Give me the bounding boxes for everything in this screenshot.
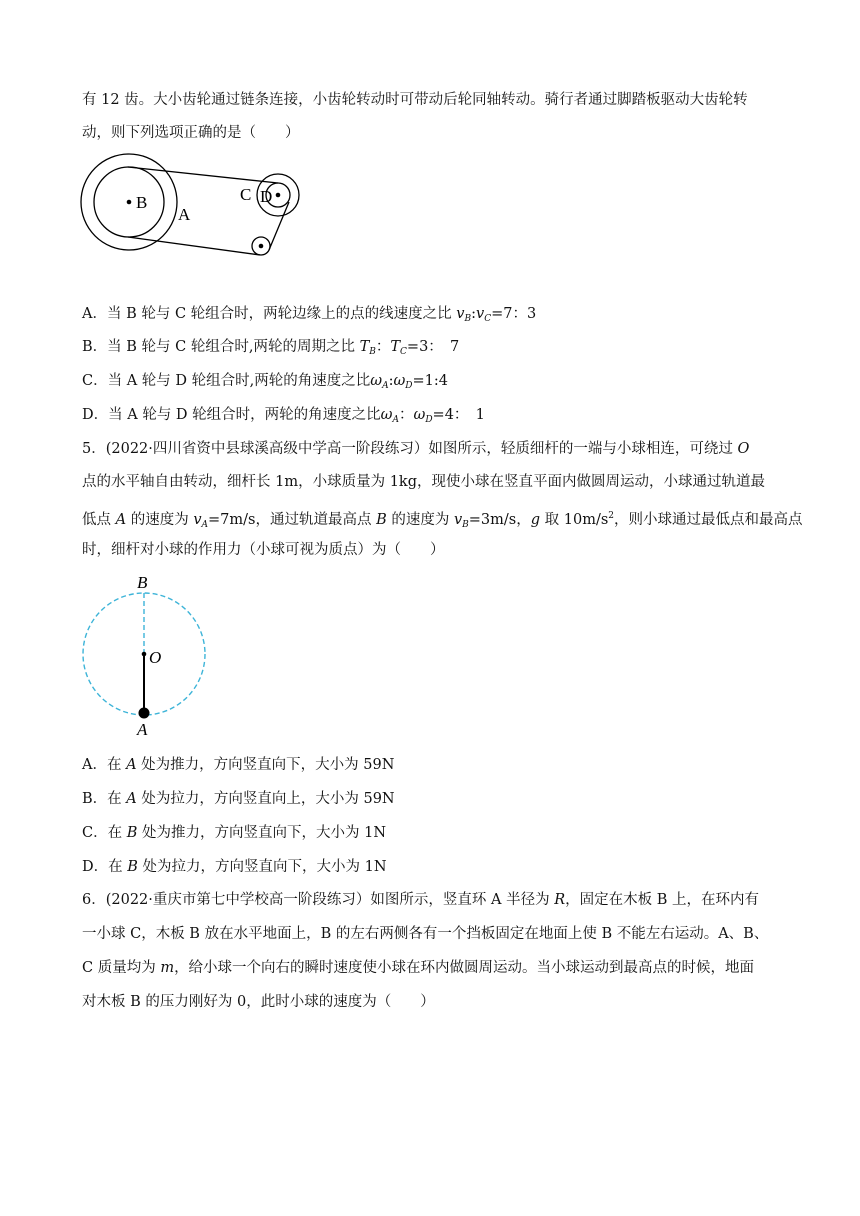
- gear-chain-figure: [80, 150, 310, 260]
- q5-option-c: C．在 B 处为推力，方向竖直向下，大小为 1N: [82, 825, 387, 841]
- label-o: O: [149, 648, 162, 667]
- question-4-text-line-2: 动，则下列选项正确的是（ ）: [82, 125, 300, 141]
- q6-text-line-1: 6．(2022·重庆市第七中学校高一阶段练习）如图所示，竖直环 A 半径为 R，固定在木板 B 上，在环内有: [82, 892, 759, 908]
- small-gear-center-dot: [276, 193, 281, 198]
- label-b: B: [136, 193, 148, 212]
- q4-option-b: B．当 B 轮与 C 轮组合时,两轮的周期之比 $T_B$：$T_C=3$： 7: [82, 339, 460, 357]
- label-a: A: [137, 720, 148, 739]
- q5-option-b: B．在 A 处为拉力，方向竖直向上，大小为 59N: [82, 791, 395, 807]
- question-4-text-line-1: 有 12 齿。大小齿轮通过链条连接，小齿轮转动时可带动后轮同轴转动。骑行者通过脚踏板驱动大齿轮转: [82, 92, 748, 108]
- q4-option-a: A．当 B 轮与 C 轮组合时，两轮边缘上的点的线速度之比 $v_B:v_C=7$：3: [82, 306, 537, 324]
- rod-circle-figure: [80, 572, 220, 740]
- q5-text-line-1: 5．(2022·四川省资中县球溪高级中学高一阶段练习）如图所示，轻质细杆的一端与小球相连，可绕过 O: [82, 441, 750, 457]
- q6-text-line-4: 对木板 B 的压力刚好为 0，此时小球的速度为（ ）: [82, 994, 435, 1010]
- pivot-dot: [142, 652, 147, 657]
- label-c: C: [240, 185, 252, 204]
- q5-option-a: A．在 A 处为推力，方向竖直向下，大小为 59N: [82, 757, 395, 773]
- chain-right-segment: [269, 202, 289, 250]
- label-a: A: [178, 205, 191, 224]
- q4-option-c: C．当 A 轮与 D 轮组合时,两轮的角速度之比$\omega_A:\omega_D=1:4$: [82, 373, 449, 391]
- q5-text-line-2: 点的水平轴自由转动，细杆长 1m，小球质量为 1kg，现使小球在竖直平面内做圆周运动，小球通过轨道最: [82, 474, 765, 490]
- q6-text-line-2: 一小球 C，木板 B 放在水平地面上，B 的左右两侧各有一个挡板固定在地面上使 B 不能左右运动。A、B、: [82, 926, 769, 942]
- label-d: D: [260, 187, 273, 206]
- q4-option-d: D．当 A 轮与 D 轮组合时，两轮的角速度之比$\omega_A$：$\omega_D=4$： 1: [82, 407, 485, 425]
- q5-text-line-3: 低点 A 的速度为 $v_A=7m/s$，通过轨道最高点 B 的速度为 $v_B=3m/s$，g 取 $10m/s^2$，则小球通过最低点和最高点: [82, 511, 803, 530]
- big-gear-center-dot: [127, 200, 132, 205]
- q5-option-d: D．在 B 处为拉力，方向竖直向下，大小为 1N: [82, 859, 387, 875]
- q6-text-line-3: C 质量均为 m，给小球一个向右的瞬时速度使小球在环内做圆周运动。当小球运动到最高点的时候，地面: [82, 960, 755, 976]
- q5-text-line-4: 时，细杆对小球的作用力（小球可视为质点）为（ ）: [82, 542, 445, 558]
- ball: [139, 708, 150, 719]
- tension-wheel-center-dot: [259, 244, 264, 249]
- label-b: B: [137, 573, 148, 592]
